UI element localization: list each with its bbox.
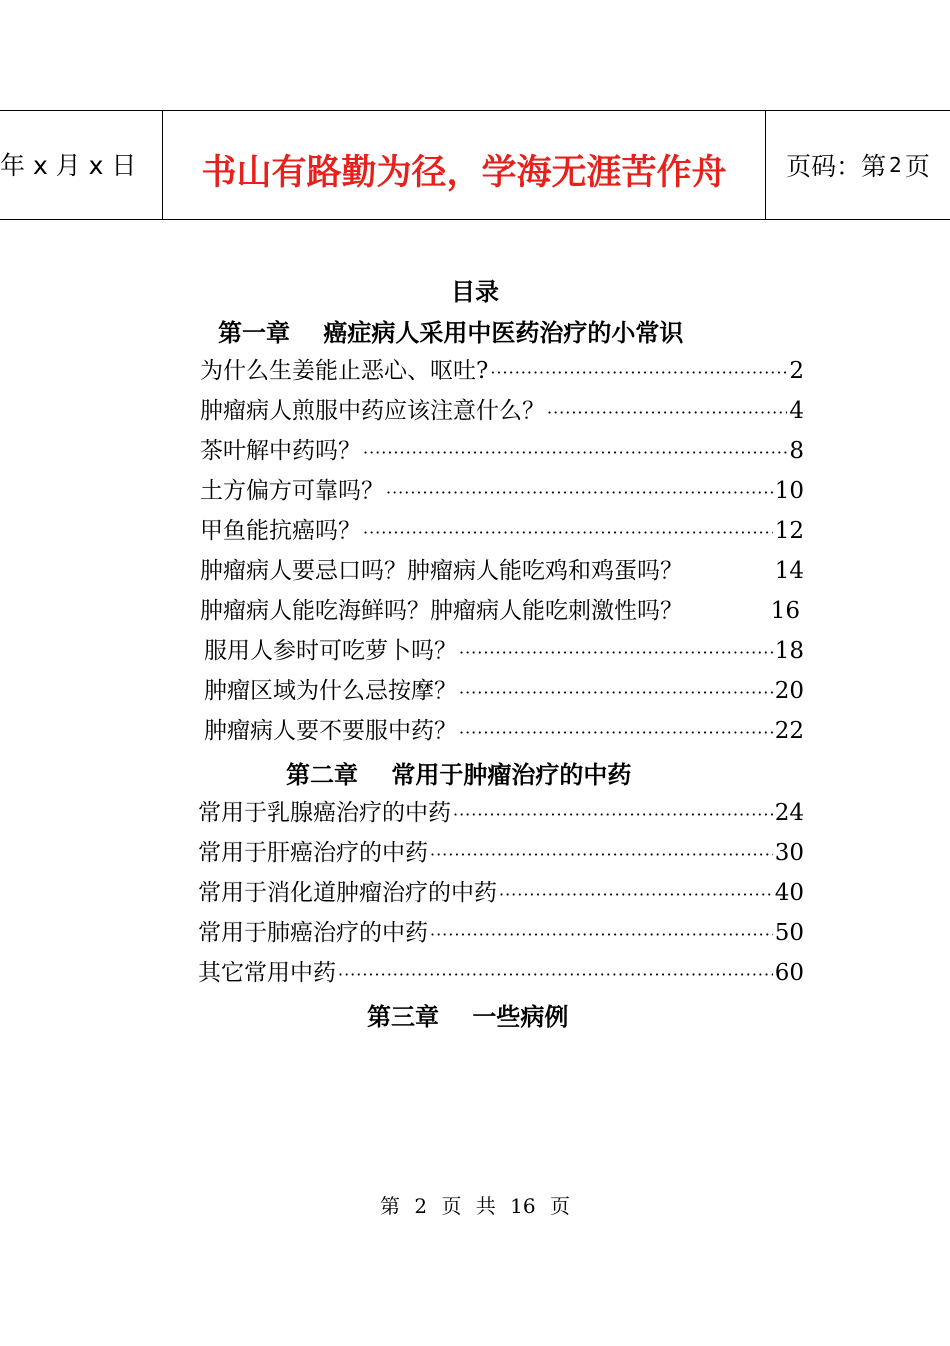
toc-entry-title: 肿瘤病人煎服中药应该注意什么？ xyxy=(200,398,545,424)
toc-entry[interactable] xyxy=(200,472,804,504)
toc-entry-title: 肿瘤区域为什么忌按摩？ xyxy=(204,678,457,704)
toc-leader-dots xyxy=(499,885,773,904)
toc-leader-dots xyxy=(459,723,773,742)
toc-entry[interactable] xyxy=(204,632,804,664)
toc-entry-page: 12 xyxy=(774,518,804,544)
toc-leader-dots xyxy=(363,523,773,542)
toc-entry-title: 肿瘤病人能吃海鲜吗？肿瘤病人能吃刺激性吗？ xyxy=(200,598,683,624)
toc-entry-page: 50 xyxy=(774,920,804,946)
toc-entry-page: 14 xyxy=(774,558,804,584)
toc-entry-page: 40 xyxy=(774,880,804,906)
toc-entry-page: 10 xyxy=(774,478,804,504)
header-page-value: 2 xyxy=(889,153,902,177)
toc-title: 目录 xyxy=(451,277,499,306)
toc-entry[interactable] xyxy=(198,914,804,946)
toc-entry[interactable] xyxy=(198,874,804,906)
toc-entry-page: 4 xyxy=(789,398,804,424)
toc-leader-dots xyxy=(363,443,787,462)
header-motto-text: 书山有路勤为径，学海无涯苦作舟 xyxy=(201,153,727,193)
page-footer: 第 2 页 共 16 页 xyxy=(380,1194,570,1218)
toc-entry-page: 22 xyxy=(774,718,804,744)
toc-entry[interactable] xyxy=(204,672,804,704)
toc-entry-page: 2 xyxy=(789,358,804,384)
toc-leader-dots xyxy=(430,845,773,864)
toc-leader-dots xyxy=(459,643,773,662)
toc-entry-page: 20 xyxy=(774,678,804,704)
toc-entry-page: 60 xyxy=(774,960,804,986)
toc-entry-page: 8 xyxy=(789,438,804,464)
page-header xyxy=(0,110,950,220)
toc-entry-title: 服用人参时可吃萝卜吗？ xyxy=(204,638,457,664)
toc-entry-title: 土方偏方可靠吗？ xyxy=(200,478,384,504)
toc-entry[interactable] xyxy=(198,794,804,826)
chapter-2-heading: 第二章 常用于肿瘤治疗的中药 xyxy=(286,760,632,789)
toc-entry-page: 18 xyxy=(774,638,804,664)
toc-leader-dots xyxy=(386,483,773,502)
toc-leader-dots xyxy=(338,965,773,984)
header-date-text: 年 x 月 x 日 xyxy=(0,151,137,180)
toc-entry[interactable] xyxy=(200,352,804,384)
toc-entry[interactable] xyxy=(200,512,804,544)
toc-entry-page: 16 xyxy=(770,598,800,624)
chapter-1-heading: 第一章 癌症病人采用中医药治疗的小常识 xyxy=(218,318,684,347)
header-motto xyxy=(163,111,766,219)
toc-entry-title: 为什么生姜能止恶心、呕吐? xyxy=(200,358,489,384)
toc-entry-title: 肿瘤病人要不要服中药？ xyxy=(204,718,457,744)
toc-entry-title: 甲鱼能抗癌吗？ xyxy=(200,518,361,544)
toc-entry-title: 其它常用中药 xyxy=(198,960,336,986)
toc-entry-title: 肿瘤病人要忌口吗？肿瘤病人能吃鸡和鸡蛋吗？ xyxy=(200,558,683,584)
toc-leader-dots xyxy=(430,925,773,944)
toc-leader-dots xyxy=(459,683,773,702)
chapter-3-heading: 第三章 一些病例 xyxy=(367,1002,569,1031)
header-page-suffix: 页 xyxy=(904,152,930,181)
toc-entry[interactable] xyxy=(200,552,804,584)
toc-entry[interactable] xyxy=(200,392,804,424)
toc-entry-title: 常用于乳腺癌治疗的中药 xyxy=(198,800,451,826)
toc-leader-dots xyxy=(453,805,773,824)
toc-entry-title: 常用于肝癌治疗的中药 xyxy=(198,840,428,866)
toc-entry[interactable] xyxy=(198,954,804,986)
toc-entry[interactable] xyxy=(198,834,804,866)
toc-leader-dots xyxy=(547,403,787,422)
toc-entry-page: 30 xyxy=(774,840,804,866)
toc-leader-dots xyxy=(490,363,787,382)
header-page-number xyxy=(766,111,950,219)
toc-entry-page: 24 xyxy=(774,800,804,826)
toc-entry-title: 常用于消化道肿瘤治疗的中药 xyxy=(198,880,497,906)
header-page-prefix: 页码：第 xyxy=(786,152,887,181)
toc-entry-title: 常用于肺癌治疗的中药 xyxy=(198,920,428,946)
toc-entry-title: 茶叶解中药吗？ xyxy=(200,438,361,464)
toc-entry[interactable] xyxy=(204,712,804,744)
header-date xyxy=(0,111,163,219)
toc-entry[interactable] xyxy=(200,432,804,464)
toc-entry[interactable] xyxy=(200,592,800,624)
